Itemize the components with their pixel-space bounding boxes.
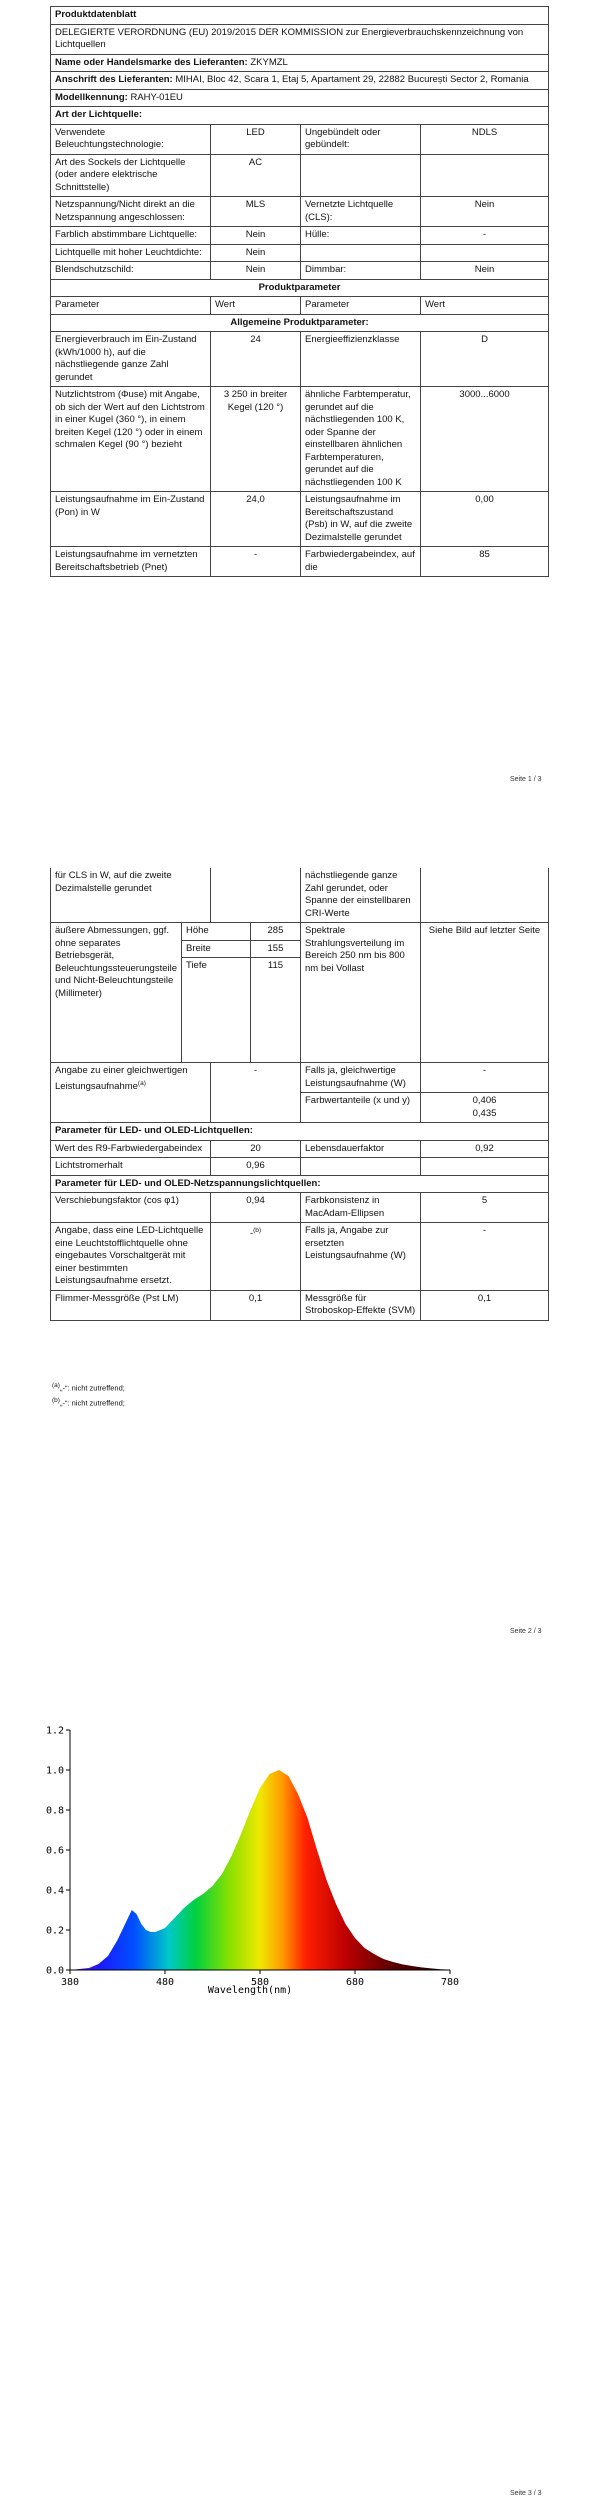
supplier-name-row bbox=[51, 54, 549, 72]
table-row: Lichtquelle mit hoher Leuchtdichte: Nein bbox=[51, 244, 549, 262]
table-row: Blendschutzschild: Nein Dimmbar: Nein bbox=[51, 262, 549, 280]
spectral-label: Spektrale Strahlungsverteilung im Bereich 250 nm bis 800 nm bei Vollast bbox=[301, 923, 421, 1063]
model-row bbox=[51, 89, 549, 107]
y-tick-label: 1.0 bbox=[45, 1765, 64, 1777]
page-title: Produktdatenblatt bbox=[51, 7, 549, 25]
dimensions-table: äußere Abmessungen, ggf. ohne separates Betriebsgerät, Beleuchtungssteuerungsteile und Nicht-Beleuchtungsteile (Millimeter) Höhe 285 Breite 155 Tiefe 115 bbox=[51, 923, 300, 1062]
dimensions-label: äußere Abmessungen, ggf. ohne separates Betriebsgerät, Beleuchtungssteuerungsteile und Nicht-Beleuchtungsteile (Millimeter) bbox=[51, 923, 182, 1062]
y-tick-label: 1.2 bbox=[45, 1725, 64, 1737]
supplier-name-label: Name oder Handelsmarke des Lieferanten: bbox=[55, 56, 248, 68]
x-tick-label: 780 bbox=[440, 1977, 460, 1988]
table-row: Angabe zu einer gleichwertigen Leistungsaufnahme$^{(a)}$ - Falls ja, gleichwertige Leistungsaufnahme (W) - bbox=[51, 1063, 549, 1093]
table-row: Art des Sockels der Lichtquelle (oder andere elektrische Schnittstelle) AC bbox=[51, 154, 549, 197]
x-axis-label: Wavelength(nm) bbox=[207, 1985, 293, 1996]
table-row: Nutzlichtstrom (Φuse) mit Angabe, ob sich der Wert auf den Lichtstrom in einer Kugel (360 °), in einem breiten Kegel (120 °) oder in einem schmalen Kegel (90 °) bezieht 3 250 in breiter Kegel (120 °) ähnliche Farbtemperatur, gerundet auf die nächstliegenden 100 K, oder Spanne der einstellbaren ähnlichen Farbtemperaturen, gerundet auf die nächstliegenden 100 K 3000...6000 bbox=[51, 387, 549, 492]
page1-table bbox=[50, 6, 549, 577]
spectrum-chart bbox=[40, 1720, 460, 2000]
equiv-label: Angabe zu einer gleichwertigen Leistungsaufnahme bbox=[55, 1065, 188, 1092]
general-params-heading: Allgemeine Produktparameter: bbox=[51, 314, 549, 332]
page-number: Seite 3 / 3 bbox=[510, 2490, 542, 2497]
model-label: Modellkennung: bbox=[55, 91, 128, 103]
x-tick-label: 580 bbox=[250, 1977, 270, 1988]
y-tick-label: 0.8 bbox=[45, 1805, 64, 1817]
supplier-name: ZKYMZL bbox=[250, 56, 288, 68]
light-source-type-heading: Art der Lichtquelle: bbox=[51, 107, 549, 125]
table-row: Farbwertanteile (x und y) 0,406 0,435 bbox=[51, 1093, 549, 1123]
supplier-address: MIHAI, Bloc 42, Scara 1, Etaj 5, Apartament 29, 22882 București Sector 2, Romania bbox=[175, 74, 529, 85]
chroma-x: 0,406 bbox=[472, 1095, 497, 1106]
regulation-text: DELEGIERTE VERORDNUNG (EU) 2019/2015 DER KOMMISSION zur Energieverbrauchskennzeichnung von Lichtquellen bbox=[51, 24, 549, 54]
y-tick-label: 0.0 bbox=[45, 1965, 64, 1977]
table-row: Netzspannung/Nicht direkt an die Netzspannung angeschlossen: MLS Vernetzte Lichtquelle (CLS): Nein bbox=[51, 197, 549, 227]
table-row: Lichtstromerhalt 0,96 bbox=[51, 1158, 549, 1176]
supplier-address-label: Anschrift des Lieferanten: bbox=[55, 74, 173, 85]
spectral-value: Siehe Bild auf letzter Seite bbox=[421, 923, 549, 1063]
x-tick-label: 480 bbox=[155, 1977, 175, 1988]
spectrum-area bbox=[70, 1770, 450, 1970]
dimensions-row bbox=[51, 923, 549, 1063]
y-tick-label: 0.6 bbox=[45, 1845, 64, 1857]
table-row: Farblich abstimmbare Lichtquelle: Nein Hülle: - bbox=[51, 227, 549, 245]
table-row: Leistungsaufnahme im vernetzten Bereitschaftsbetrieb (Pnet) - Farbwiedergabeindex, auf die 85 bbox=[51, 547, 549, 577]
page-number: Seite 2 / 3 bbox=[510, 1628, 542, 1635]
y-tick-label: 0.2 bbox=[45, 1925, 64, 1937]
table-row: Verwendete Beleuchtungstechnologie: LED Ungebündelt oder gebündelt: NDLS bbox=[51, 124, 549, 154]
table-row: Wert des R9-Farbwiedergabeindex 20 Lebensdauerfaktor 0,92 bbox=[51, 1140, 549, 1158]
chroma-y: 0,435 bbox=[472, 1107, 497, 1119]
footnote-b: (b)„-“: nicht zutreffend; bbox=[52, 1396, 125, 1407]
supplier-address-row bbox=[51, 72, 549, 90]
table-row: Angabe, dass eine LED-Lichtquelle eine Leuchtstofflichtquelle ohne eingebautes Vorschaltgerät mit einer bestimmten Leistungsaufnahme ersetzt. -$^{(b)}$ Falls ja, Angabe zur ersetzten Leistungsaufnahme (W) - bbox=[51, 1223, 549, 1291]
plot-area bbox=[46, 1726, 459, 1989]
model-value: RAHY-01EU bbox=[130, 91, 183, 103]
table-row: Energieverbrauch im Ein-Zustand (kWh/1000 h), auf die nächstliegende ganze Zahl gerundet 24 Energieeffizienzklasse D bbox=[51, 332, 549, 387]
page-number: Seite 1 / 3 bbox=[510, 776, 542, 783]
mains-params-heading: Parameter für LED- und OLED-Netzspannungslichtquellen: bbox=[51, 1175, 549, 1193]
table-row: Leistungsaufnahme im Ein-Zustand (Pon) in W 24,0 Leistungsaufnahme im Bereitschaftszustand (Psb) in W, auf die zweite Dezimalstelle gerundet 0,00 bbox=[51, 492, 549, 547]
table-row: für CLS in W, auf die zweite Dezimalstelle gerundet nächstliegende ganze Zahl gerundet, oder Spanne der einstellbaren CRI-Werte bbox=[51, 868, 549, 923]
footnotes bbox=[52, 1380, 125, 1409]
led-params-heading: Parameter für LED- und OLED-Lichtquellen: bbox=[51, 1123, 549, 1141]
x-tick-label: 380 bbox=[60, 1977, 80, 1988]
product-params-heading: Produktparameter bbox=[51, 279, 549, 297]
table-row: Verschiebungsfaktor (cos φ1) 0,94 Farbkonsistenz in MacAdam-Ellipsen 5 bbox=[51, 1193, 549, 1223]
y-tick-label: 0.4 bbox=[45, 1885, 64, 1897]
page2-table bbox=[50, 868, 549, 1321]
table-row: Flimmer-Messgröße (Pst LM) 0,1 Messgröße für Stroboskop-Effekte (SVM) 0,1 bbox=[51, 1290, 549, 1320]
x-tick-label: 680 bbox=[345, 1977, 365, 1988]
column-header-row: Parameter Wert Parameter Wert bbox=[51, 297, 549, 315]
footnote-a: (a)„-“: nicht zutreffend; bbox=[52, 1382, 125, 1393]
